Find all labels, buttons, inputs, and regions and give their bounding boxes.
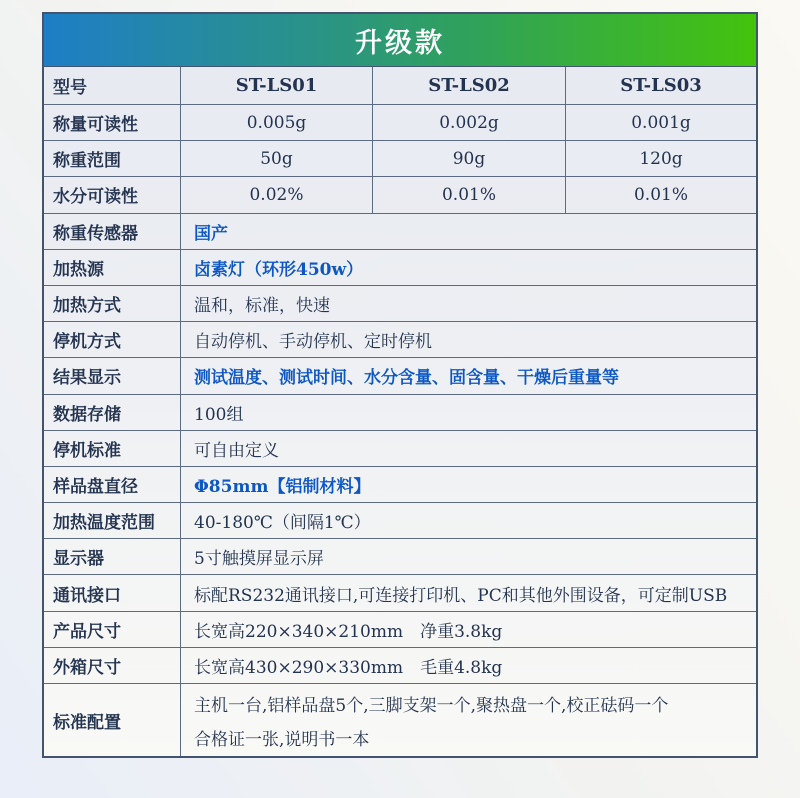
row-label: 型号 [53, 78, 87, 98]
table-row [44, 357, 756, 393]
banner [44, 14, 756, 67]
spec-value: 自动停机、手动停机、定时停机 [180, 322, 756, 357]
row-label: 结果显示 [53, 368, 121, 389]
row-label: 加热温度范围 [53, 513, 155, 534]
table-row [44, 538, 756, 574]
row-label: 加热源 [53, 259, 104, 280]
spec-value: 0.002g [372, 105, 565, 140]
row-label: 停机标准 [53, 440, 121, 461]
table-row [44, 466, 756, 502]
spec-value: 100组 [180, 395, 756, 430]
spec-value-line: 合格证一张,说明书一本 [194, 729, 370, 750]
spec-value: 90g [372, 141, 565, 176]
spec-value [180, 684, 756, 756]
row-label: 称量可读性 [53, 115, 138, 136]
spec-value: 可自由定义 [180, 431, 756, 466]
table-row [44, 502, 756, 538]
model-name: ST-LS03 [565, 67, 756, 104]
spec-value: 长宽高220×340×210mm 净重3.8kg [180, 612, 756, 647]
row-label: 产品尺寸 [53, 621, 121, 642]
table-row [44, 249, 756, 285]
table-row [44, 430, 756, 466]
spec-value: 国产 [180, 214, 756, 249]
table-row [44, 176, 756, 212]
row-label: 通讯接口 [53, 585, 121, 606]
row-label: 标准配置 [53, 712, 121, 733]
spec-value: 0.01% [565, 177, 756, 212]
spec-value: 0.02% [180, 177, 372, 212]
table-row [44, 574, 756, 610]
row-label: 显示器 [53, 549, 104, 570]
table-row [44, 104, 756, 140]
table-row [44, 213, 756, 249]
spec-value: 标配RS232通讯接口,可连接打印机、PC和其他外围设备，可定制USB [180, 575, 756, 610]
spec-value: 0.005g [180, 105, 372, 140]
row-label: 称重范围 [53, 151, 121, 172]
spec-value: 50g [180, 141, 372, 176]
row-label: 停机方式 [53, 332, 121, 353]
spec-value: 120g [565, 141, 756, 176]
spec-value: 0.01% [372, 177, 565, 212]
spec-value: 长宽高430×290×330mm 毛重4.8kg [180, 648, 756, 683]
table-row [44, 394, 756, 430]
spec-table [42, 12, 758, 758]
row-label: 称重传感器 [53, 223, 138, 244]
row-label: 样品盘直径 [53, 476, 138, 497]
table-row [44, 647, 756, 683]
table-row [44, 321, 756, 357]
spec-value: 卤素灯（环形450w） [180, 250, 756, 285]
spec-value: Φ85mm【铝制材料】 [180, 467, 756, 502]
table-row [44, 683, 756, 756]
table-row [44, 67, 756, 104]
spec-grid [44, 67, 756, 756]
spec-value: 5寸触摸屏显示屏 [180, 539, 756, 574]
table-row [44, 611, 756, 647]
row-label: 外箱尺寸 [53, 657, 121, 678]
spec-value-line: 主机一台,铝样品盘5个,三脚支架一个,聚热盘一个,校正砝码一个 [194, 695, 669, 716]
spec-value: 0.001g [565, 105, 756, 140]
model-name: ST-LS01 [180, 67, 372, 104]
spec-value: 测试温度、测试时间、水分含量、固含量、干燥后重量等 [180, 358, 756, 393]
table-row [44, 140, 756, 176]
row-label: 数据存储 [53, 404, 121, 425]
row-label: 水分可读性 [53, 187, 138, 208]
row-label: 加热方式 [53, 296, 121, 317]
spec-value: 40-180℃（间隔1℃） [180, 503, 756, 538]
model-name: ST-LS02 [372, 67, 565, 104]
table-row [44, 285, 756, 321]
banner-title: 升级款 [355, 27, 445, 59]
spec-value: 温和，标准，快速 [180, 286, 756, 321]
